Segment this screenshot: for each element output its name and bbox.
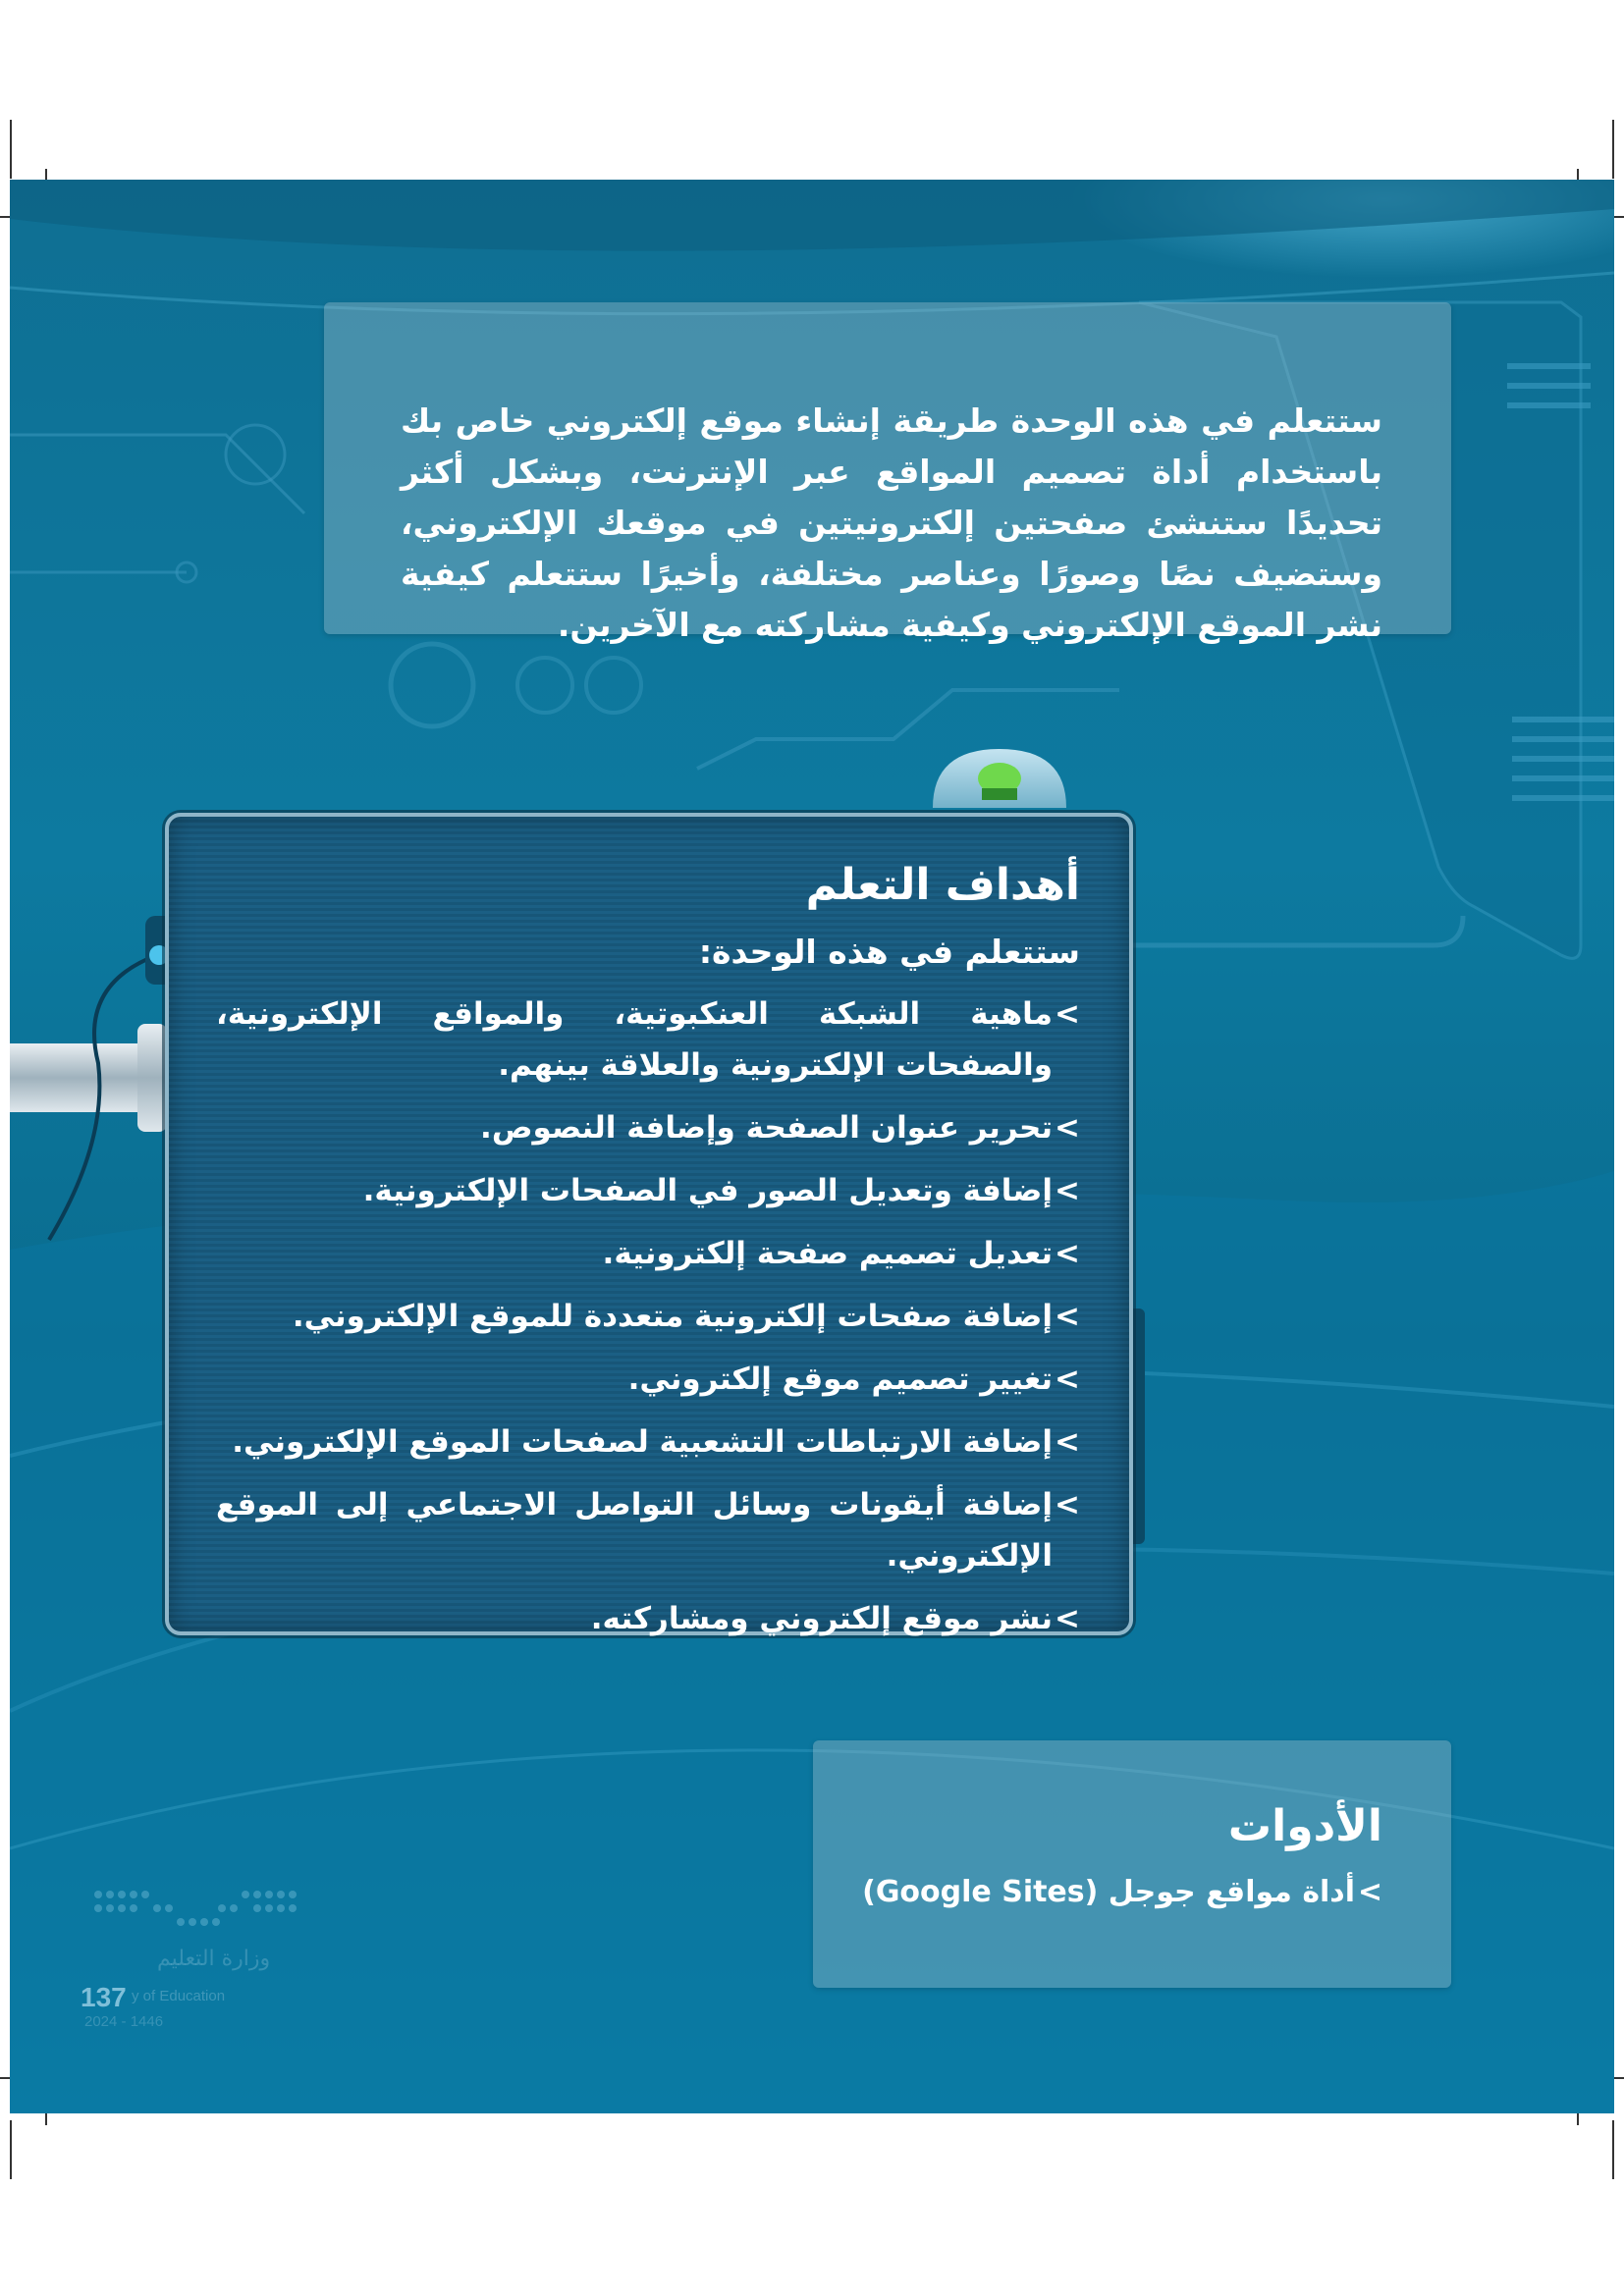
- tools-item-text: أداة مواقع جوجل (Google Sites): [862, 1875, 1355, 1909]
- crop-mark: [1612, 2120, 1614, 2179]
- goal-item-text: نشر موقع إلكتروني ومشاركته.: [590, 1601, 1053, 1636]
- intro-text: ستتعلم في هذه الوحدة طريقة إنشاء موقع إلكتروني خاص بك باستخدام أداة تصميم المواقع عبر الإنترنت، وبشكل أكثر تحديدًا ستنشئ صفحتين إلكترونيتين في موقعك الإلكتروني، وستضيف نصًا وصورًا وعناصر مختلفة، وأخيرًا ستتعلم كيفية نشر الموقع الإلكتروني وكيفية مشاركته مع الآخرين.: [401, 401, 1382, 644]
- goal-item-text: إضافة الارتباطات التشعبية لصفحات الموقع الإلكتروني.: [232, 1424, 1053, 1460]
- tools-title: الأدوات: [1227, 1801, 1382, 1851]
- ministry-logo-icon: [79, 1883, 334, 1991]
- bullet-arrow-icon: >: [1055, 1173, 1080, 1208]
- ministry-watermark-en: y of Education: [132, 1988, 226, 2004]
- bullet-arrow-icon: >: [1055, 1236, 1080, 1271]
- tools-panel: [813, 1740, 1451, 1988]
- bullet-arrow-icon: >: [1055, 996, 1080, 1032]
- goal-item: [216, 1228, 1080, 1279]
- goal-item: [216, 1102, 1080, 1153]
- bullet-arrow-icon: >: [1055, 1601, 1080, 1636]
- goals-title: أهداف التعلم: [805, 860, 1080, 910]
- goal-item-text: تعديل تصميم صفحة إلكترونية.: [602, 1236, 1053, 1271]
- crop-mark: [1612, 120, 1614, 179]
- goals-list: [216, 988, 1080, 1656]
- goal-item-text: تحرير عنوان الصفحة وإضافة النصوص.: [480, 1110, 1053, 1146]
- bullet-arrow-icon: >: [1055, 1299, 1080, 1334]
- bullet-arrow-icon: >: [1055, 1424, 1080, 1460]
- goal-item: [216, 1479, 1080, 1581]
- page-number: 137: [81, 1982, 127, 2012]
- learning-goals-panel: [165, 813, 1133, 1635]
- bullet-arrow-icon: >: [1055, 1362, 1080, 1397]
- goal-item-text: ماهية الشبكة العنكبوتية، والمواقع الإلكترونية، والصفحات الإلكترونية والعلاقة بينهم.: [216, 996, 1053, 1083]
- goal-item: [216, 1416, 1080, 1468]
- goal-item-text: إضافة صفحات إلكترونية متعددة للموقع الإلكتروني.: [292, 1299, 1053, 1334]
- goal-item: [216, 1354, 1080, 1405]
- goal-item: [216, 1291, 1080, 1342]
- goals-intro: ستتعلم في هذه الوحدة:: [698, 933, 1080, 971]
- goal-item: [216, 1593, 1080, 1644]
- crop-mark: [10, 120, 12, 179]
- page-background: [10, 180, 1614, 2113]
- bullet-arrow-icon: >: [1357, 1875, 1382, 1909]
- goal-item: [216, 988, 1080, 1091]
- goal-item: [216, 1165, 1080, 1216]
- crop-mark: [10, 2120, 12, 2179]
- ministry-watermark-year: 2024 - 1446: [84, 2013, 164, 2030]
- goal-item-text: إضافة وتعديل الصور في الصفحات الإلكترونية.: [362, 1173, 1053, 1208]
- intro-panel: [324, 302, 1451, 644]
- goal-item-text: تغيير تصميم موقع إلكتروني.: [627, 1362, 1053, 1397]
- bullet-arrow-icon: >: [1055, 1487, 1080, 1522]
- tools-item: [862, 1875, 1382, 1909]
- ministry-watermark-ar: وزارة التعليم: [157, 1947, 271, 1971]
- goal-item-text: إضافة أيقونات وسائل التواصل الاجتماعي إلى الموقع الإلكتروني.: [216, 1487, 1053, 1574]
- bullet-arrow-icon: >: [1055, 1110, 1080, 1146]
